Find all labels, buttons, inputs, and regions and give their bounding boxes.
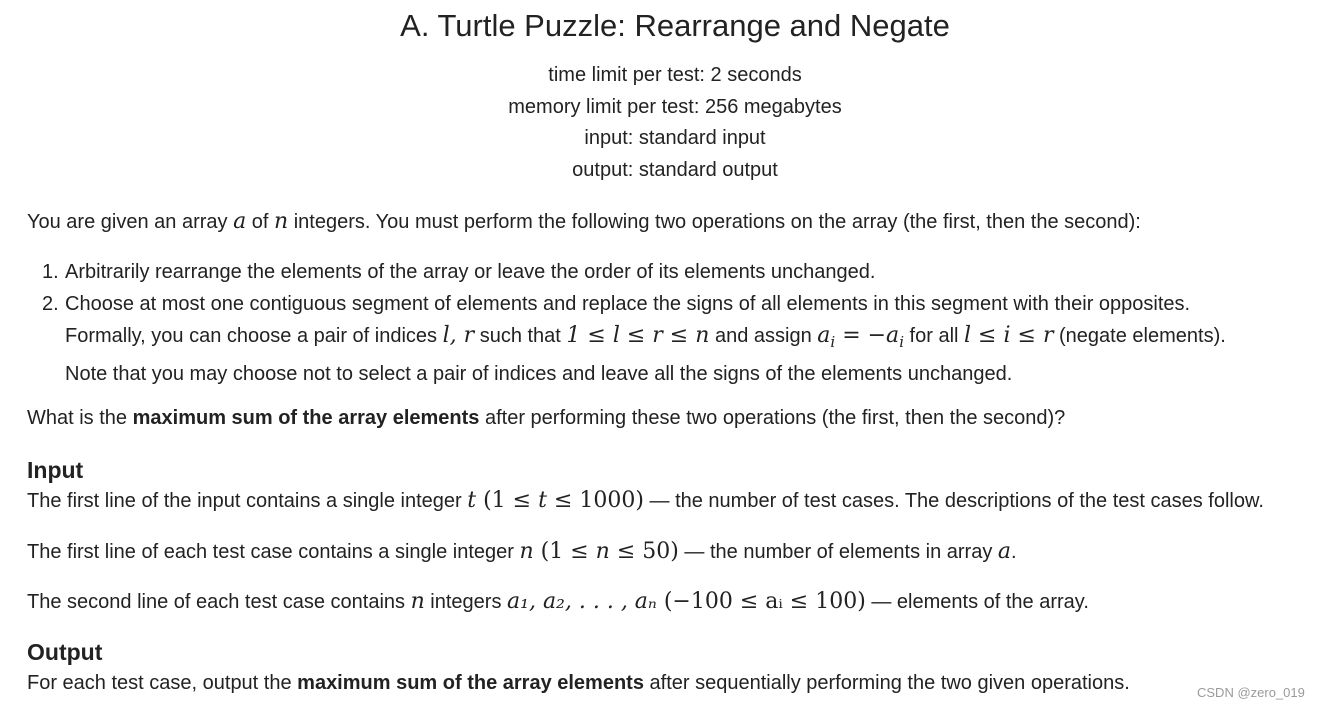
memory-limit: memory limit per test: 256 megabytes xyxy=(508,95,842,118)
list-item: 1. Arbitrarily rearrange the elements of the array or leave the order of its elements unchanged. xyxy=(42,261,876,283)
formal-definition: Formally, you can choose a pair of indices l, r such that 1 ≤ l ≤ r ≤ n and assign $a_i = -a_i$ for all l ≤ i ≤ r (negate elements). xyxy=(65,323,1226,352)
input-paragraph-3: The second line of each test case contains n integers a₁, a₂, . . . , aₙ (−100 ≤ aᵢ ≤ 100) — elements of the array. xyxy=(27,589,1089,614)
input-paragraph-2: The first line of each test case contains a single integer n (1 ≤ n ≤ 50) — the number of elements in array a. xyxy=(27,539,1017,564)
output-paragraph: For each test case, output the maximum sum of the array elements after sequentially performing the two given operations. xyxy=(27,672,1130,694)
input-file: input: standard input xyxy=(584,127,766,150)
output-file: output: standard output xyxy=(572,159,778,182)
time-limit: time limit per test: 2 seconds xyxy=(548,64,802,86)
statement-intro: You are given an array a of n integers. You must perform the following two operations on the array (the first, then the second): xyxy=(27,209,1141,234)
problem-limits xyxy=(0,60,1321,187)
output-heading: Output xyxy=(27,639,103,665)
problem-title: A. Turtle Puzzle: Rearrange and Negate xyxy=(400,8,950,43)
input-heading: Input xyxy=(27,457,84,483)
list-item: 2. Choose at most one contiguous segment of elements and replace the signs of all elements in this segment with their opposites. Formally, you can choose a pair of indices l, r such that 1 ≤ l ≤ r ≤ n and assign $a_i = -a_i$ for all l ≤ i ≤ r (negate elements). Note that you may choose not to select a pair of indices and leave all the signs of the elements unchanged. xyxy=(42,292,1226,386)
statement-question: What is the maximum sum of the array elements after performing these two operations (the first, then the second)? xyxy=(27,407,1066,429)
input-paragraph-1: The first line of the input contains a single integer t (1 ≤ t ≤ 1000) — the number of test cases. The descriptions of the test cases follow. xyxy=(27,488,1264,513)
watermark: CSDN @zero_019 xyxy=(1197,685,1305,700)
operations-list xyxy=(38,257,1226,391)
